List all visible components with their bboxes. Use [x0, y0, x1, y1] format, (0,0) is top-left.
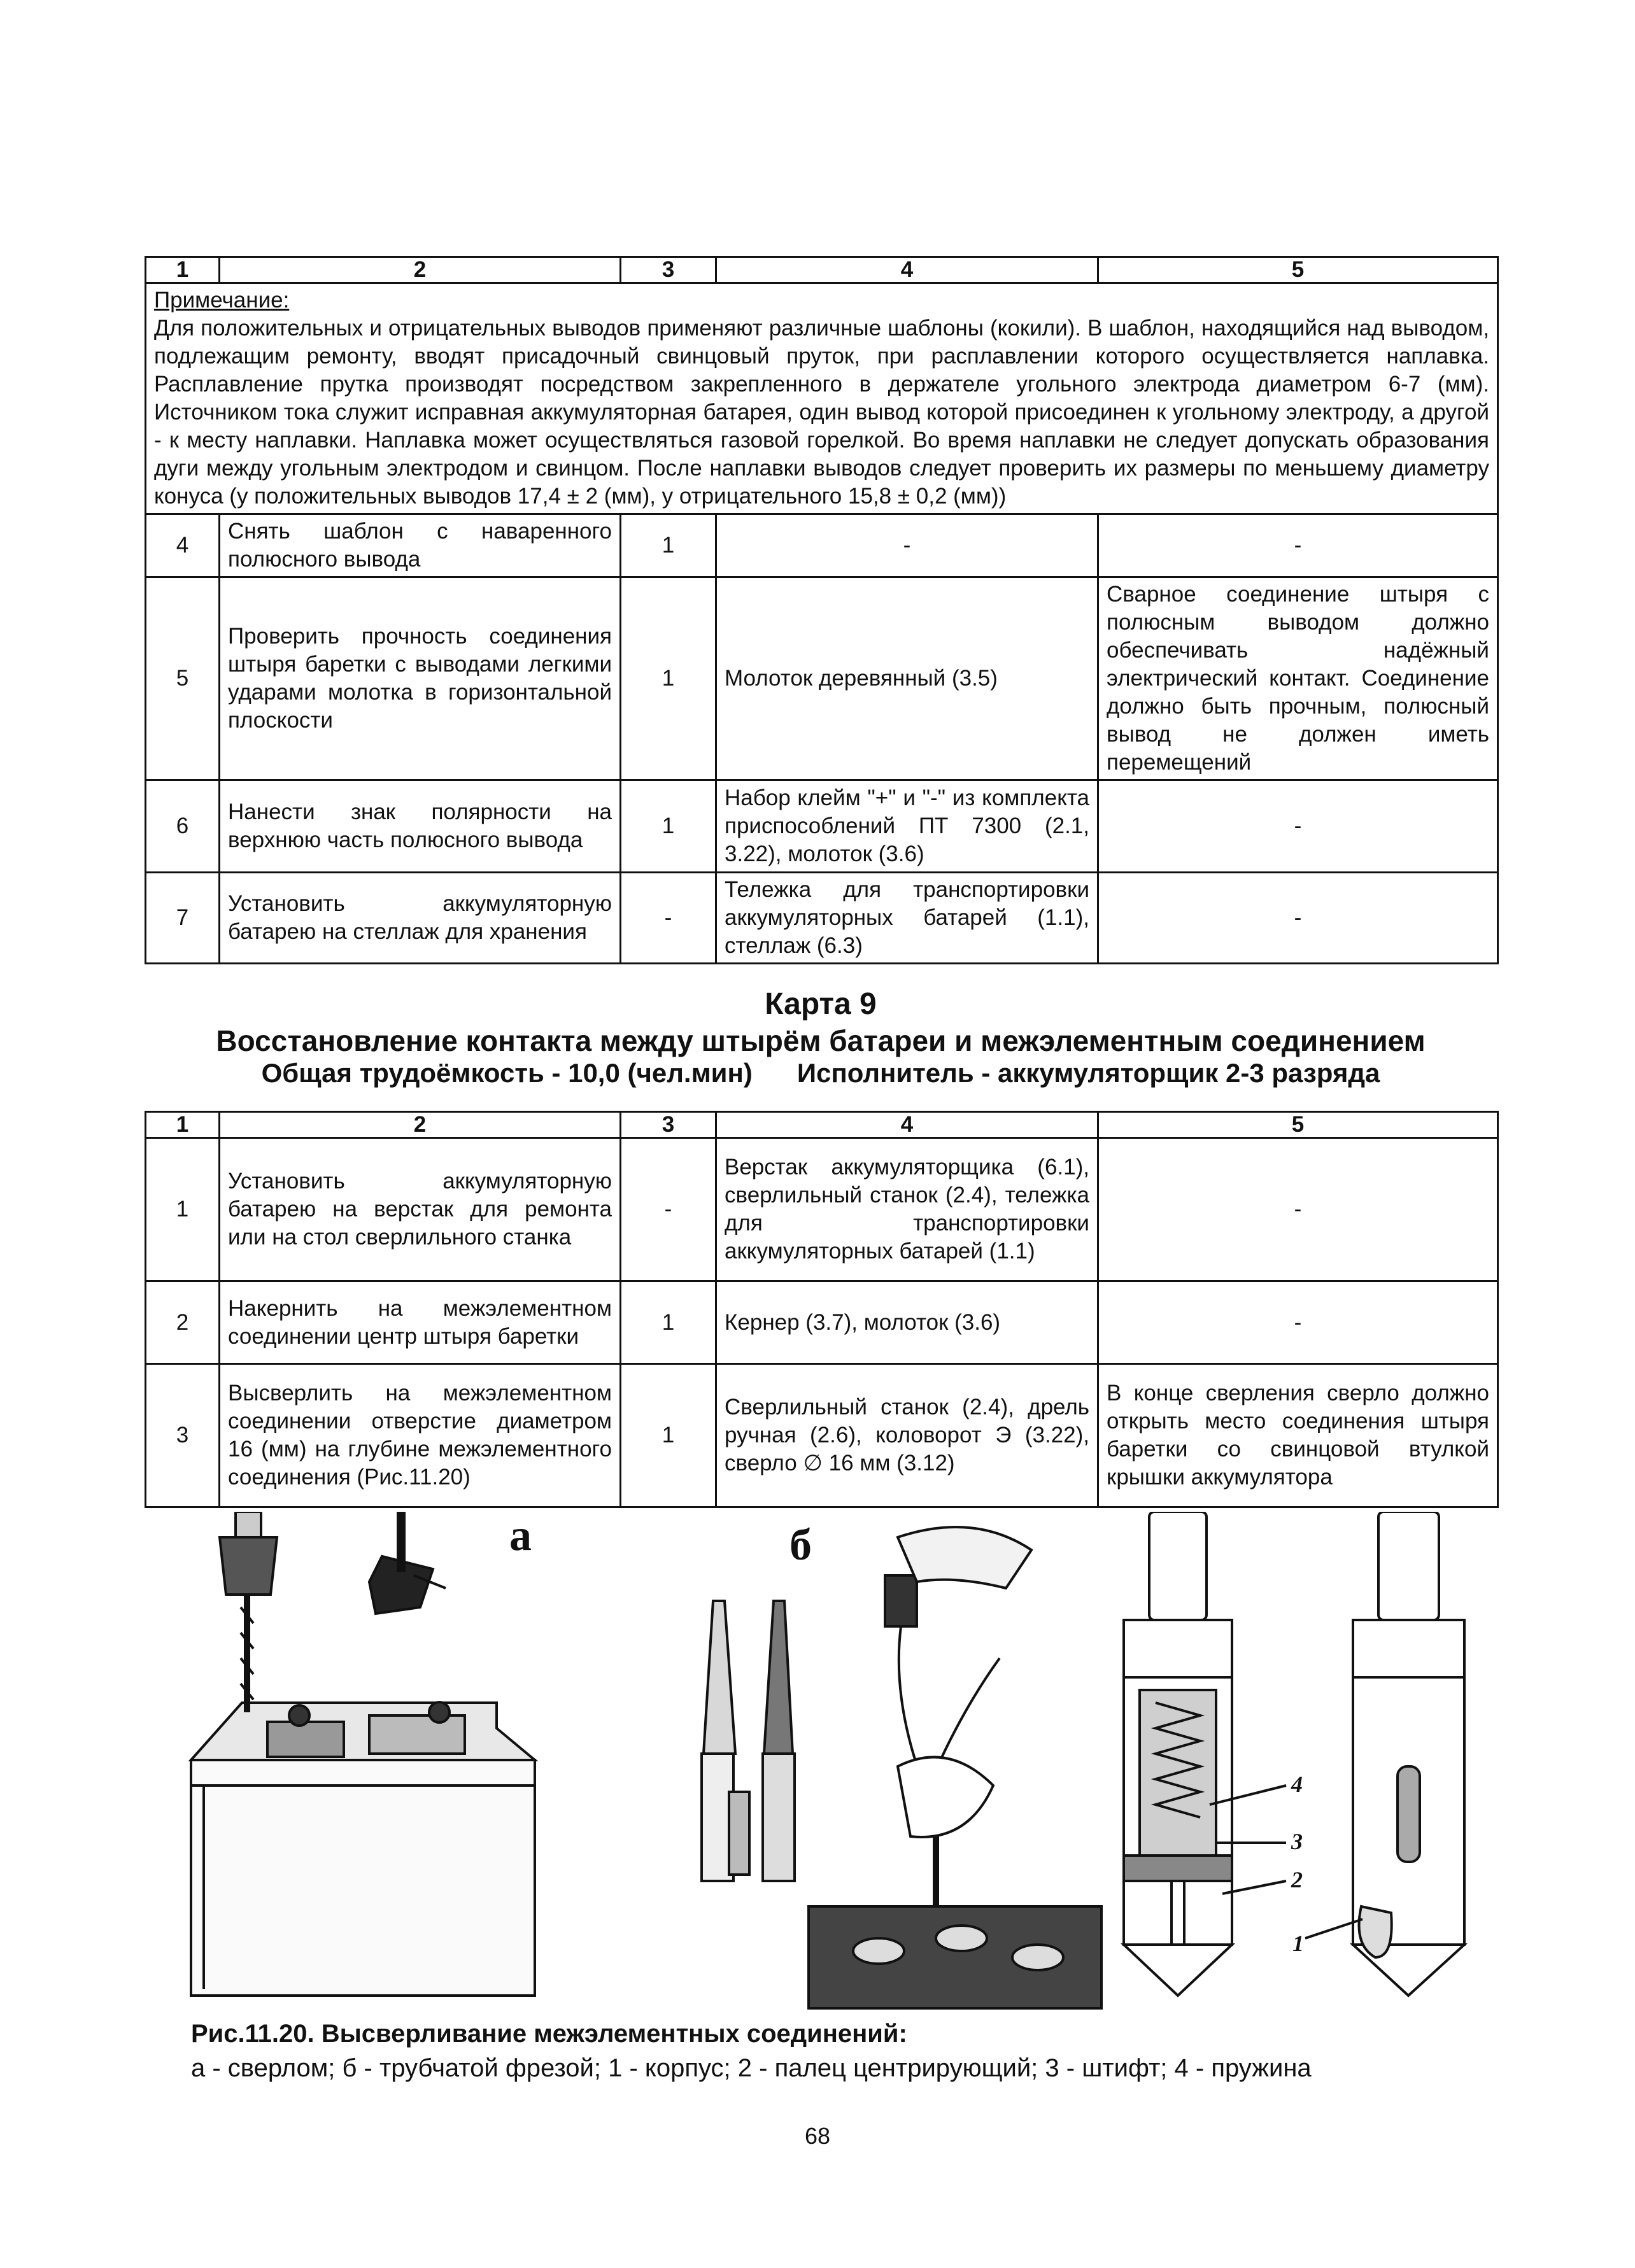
quantity: 1: [621, 780, 716, 873]
callout-2: 2: [1291, 1867, 1303, 1892]
card-title: Карта 9: [765, 987, 877, 1021]
note-title: Примечание:: [154, 288, 290, 313]
battery-drill-illustration: [191, 1512, 535, 1996]
header-cell: 4: [716, 1112, 1098, 1138]
header-cell: 5: [1098, 1112, 1498, 1138]
step-number: 5: [146, 577, 220, 780]
quantity: 1: [621, 577, 716, 780]
page-number: 68: [804, 2123, 831, 2149]
caption-title: Рис.11.20. Высверливание межэлементных соединений:: [191, 2020, 907, 2048]
requirements-text: -: [1098, 1281, 1498, 1364]
figure-label-a: а: [509, 1512, 532, 1560]
tools-text: Набор клейм "+" и "-" из комплекта приспособлений ПТ 7300 (2.1, 3.22), молоток (3.6): [716, 780, 1098, 873]
operation-text: Установить аккумуляторную батарею на верстак для ремонта или на стол сверлильного станка: [220, 1138, 621, 1281]
operation-text: Установить аккумуляторную батарею на стеллаж для хранения: [220, 873, 621, 964]
quantity: 1: [621, 514, 716, 577]
note-text: Для положительных и отрицательных выводов применяют различные шаблоны (кокили). В шаблон, находящийся над выводом, подлежащим ремонту, вводят присадочный свинцовый пруток, при расплавлении которого осуществляется наплавка. Расплавление прутка производят посредством закрепленного в держателе угольного электрода диаметром 6-7 (мм). Источником тока служит исправная аккумуляторная батарея, один вывод которой присоединен к угольному электроду, а другой - к месту наплавки. Наплавка может осуществляться газовой горелкой. Во время наплавки не следует допускать образования дуги между угольным электродом и свинцом. После наплавки выводов следует проверить их размеры по меньшему диаметру конуса (у положительных выводов 17,4 ± 2 (мм), у отрицательного 15,8 ± 0,2 (мм)): [154, 316, 1489, 509]
header-cell: 3: [621, 1112, 716, 1138]
table-row: [146, 873, 1498, 964]
table-row: [146, 1281, 1498, 1364]
table-row: [146, 514, 1498, 577]
executor: Исполнитель - аккумуляторщик 2-3 разряда: [796, 1058, 1380, 1088]
tools-text: -: [716, 514, 1098, 577]
header-cell: 1: [146, 1112, 220, 1138]
header-cell: 2: [220, 257, 621, 283]
callout-4: 4: [1291, 1771, 1303, 1797]
header-cell: 4: [716, 257, 1098, 283]
header-cell: 5: [1098, 257, 1498, 283]
tools-text: Молоток деревянный (3.5): [716, 577, 1098, 780]
tools-text: Сверлильный станок (2.4), дрель ручная (2.6), коловорот Э (3.22), сверло ∅ 16 мм (3.12): [716, 1364, 1098, 1507]
operations-table-continued: [145, 256, 1499, 964]
note-row: [146, 283, 1498, 514]
quantity: -: [621, 1138, 716, 1281]
operation-text: Высверлить на межэлементном соединении отверстие диаметром 16 (мм) на глубине межэлементного соединения (Рис.11.20): [220, 1364, 621, 1507]
quantity: 1: [621, 1364, 716, 1507]
operation-text: Снять шаблон с наваренного полюсного вывода: [220, 514, 621, 577]
quantity: -: [621, 873, 716, 964]
tools-text: Кернер (3.7), молоток (3.6): [716, 1281, 1098, 1364]
table-header-row: [146, 1112, 1498, 1138]
header-cell: 1: [146, 257, 220, 283]
header-cell: 2: [220, 1112, 621, 1138]
callout-3: 3: [1291, 1829, 1303, 1854]
requirements-text: В конце сверления сверло должно открыть место соединения штыря баретки со свинцовой втулкой крышки аккумулятора: [1098, 1364, 1498, 1507]
table-row: [146, 1364, 1498, 1507]
requirements-text: -: [1098, 873, 1498, 964]
step-number: 3: [146, 1364, 220, 1507]
labor-intensity: Общая трудоёмкость - 10,0 (чел.мин): [261, 1058, 753, 1088]
caption-legend: а - сверлом; б - трубчатой фрезой; 1 - корпус; 2 - палец центрирующий; 3 - штифт; 4 - пружина: [191, 2054, 1312, 2082]
header-cell: 3: [621, 257, 716, 283]
operation-text: Накернить на межэлементном соединении центр штыря баретки: [220, 1281, 621, 1364]
drilling-figure: [166, 1512, 1503, 2015]
table-row: [146, 577, 1498, 780]
card-meta: [145, 1058, 1497, 1088]
requirements-text: -: [1098, 1138, 1498, 1281]
step-number: 1: [146, 1138, 220, 1281]
operations-table-card9: [145, 1111, 1499, 1508]
operation-text: Нанести знак полярности на верхнюю часть полюсного вывода: [220, 780, 621, 873]
figure-label-b: б: [789, 1521, 812, 1570]
table-row: [146, 780, 1498, 873]
tools-text: Тележка для транспортировки аккумуляторных батарей (1.1), стеллаж (6.3): [716, 873, 1098, 964]
table-header-row: [146, 257, 1498, 283]
step-number: 4: [146, 514, 220, 577]
quantity: 1: [621, 1281, 716, 1364]
callout-1: 1: [1292, 1931, 1304, 1956]
step-number: 7: [146, 873, 220, 964]
note-cell: [146, 283, 1498, 514]
requirements-text: -: [1098, 780, 1498, 873]
requirements-text: -: [1098, 514, 1498, 577]
operation-text: Проверить прочность соединения штыря баретки с выводами легкими ударами молотка в горизонтальной плоскости: [220, 577, 621, 780]
table-row: [146, 1138, 1498, 1281]
step-number: 2: [146, 1281, 220, 1364]
step-number: 6: [146, 780, 220, 873]
mill-section-drawing: [1124, 1512, 1286, 1996]
tools-text: Верстак аккумуляторщика (6.1), сверлильный станок (2.4), тележка для транспортировки аккумуляторных батарей (1.1): [716, 1138, 1098, 1281]
requirements-text: Сварное соединение штыря с полюсным выводом должно обеспечивать надёжный электрический контакт. Соединение должно быть прочным, полюсный вывод не должен иметь перемещений: [1098, 577, 1498, 780]
mill-side-drawing: [1305, 1512, 1464, 1996]
figure-caption: [191, 2017, 1312, 2085]
tubular-mill-illustration: [702, 1527, 1101, 2008]
card-subtitle: Восстановление контакта между штырём батареи и межэлементным соединением: [216, 1024, 1426, 1057]
